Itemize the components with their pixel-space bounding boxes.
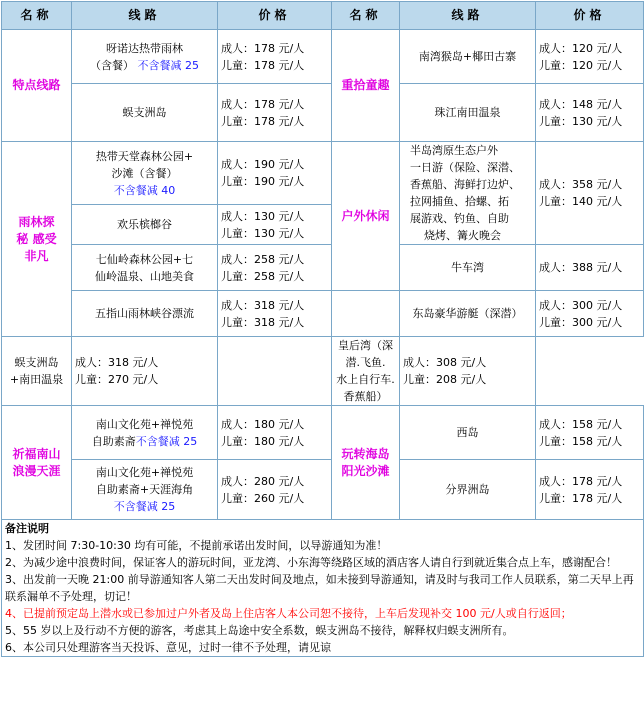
adult-price: 成人：358 元/人 [539, 178, 623, 191]
category-label: 玩转海岛 阳光沙滩 [341, 446, 390, 478]
adult-price: 成人：318 元/人 [221, 298, 305, 312]
route-cell: 东岛豪华游艇（深潜） [400, 291, 536, 337]
child-price: 儿童：178 元/人 [539, 491, 623, 505]
adult-price: 成人：180 元/人 [221, 417, 305, 431]
adult-price: 成人：308 元/人 [403, 356, 487, 369]
header-price-right: 价格 [536, 2, 644, 30]
note-warning-part1: 4、已提前预定岛上潜水或已参加过户外者及岛上住店客人本公司恕不接待， [5, 607, 375, 620]
route-cell [332, 337, 400, 406]
child-price: 儿童：130 元/人 [221, 226, 305, 240]
note-item: 5、55 岁以上及行动不方便的游客，考虑其上岛途中安全系数，蜈支洲岛不接待，解释权归蜈支洲所有。 [5, 624, 514, 637]
route-cell [72, 245, 218, 291]
route-cell [72, 30, 218, 84]
route-line: 七仙岭森林公园+七 [95, 252, 194, 266]
route-line: 半岛湾原生态户外 [410, 144, 498, 157]
route-line: 热带天堂森林公园+ [95, 149, 194, 163]
category-right: 户外休闲 [332, 142, 400, 291]
adult-price: 成人：158 元/人 [539, 417, 623, 431]
child-price: 儿童：158 元/人 [539, 434, 623, 448]
note-item: 2、为减少途中浪费时间，保证客人的游玩时间，亚龙湾、小东海等绕路区域的酒店客人请自行到就近集合点上车，感谢配合！ [5, 556, 617, 569]
route-line: 烧烤、篝火晚会 [424, 229, 501, 242]
category-right: 重拾童趣 [332, 30, 400, 142]
adult-price: 成人：178 元/人 [221, 97, 305, 111]
adult-price: 成人：130 元/人 [221, 209, 305, 223]
route-line: （含餐） [90, 58, 134, 72]
meal-discount-note: 不含餐减 25 [137, 58, 199, 72]
route-line: 南山文化苑+禅悦苑 [95, 466, 194, 479]
child-price: 儿童：140 元/人 [539, 195, 623, 208]
adult-price: 成人：148 元/人 [539, 97, 623, 111]
child-price: 儿童：120 元/人 [539, 58, 623, 72]
route-line: 南山文化苑+禅悦苑 [95, 417, 194, 431]
header-name-left: 名称 [2, 2, 72, 30]
route-cell: 蜈支洲岛 [72, 84, 218, 142]
child-price: 儿童：178 元/人 [221, 114, 305, 128]
table-row [2, 460, 644, 520]
route-cell [72, 406, 218, 460]
route-cell: 南湾猴岛+椰田古寨 [400, 30, 536, 84]
child-price: 儿童：178 元/人 [221, 58, 305, 72]
child-price: 儿童：258 元/人 [221, 269, 305, 283]
price-cell [218, 205, 332, 245]
adult-price: 成人：120 元/人 [539, 41, 623, 55]
category-label: 祈福南山 浪漫天涯 [12, 446, 61, 478]
price-cell [536, 460, 644, 520]
route-cell: 分界洲岛 [400, 460, 536, 520]
route-line: 自助素斋+天涯海角 [95, 483, 194, 496]
route-cell: 西岛 [400, 406, 536, 460]
route-line: 呀诺达热带雨林 [106, 41, 183, 55]
notes-title: 备注说明 [5, 522, 49, 535]
price-cell [536, 406, 644, 460]
route-line: 仙岭温泉、山地美食 [95, 269, 194, 283]
note-warning-part2: 上车后发现补交 100 元/人或自行返回； [375, 607, 572, 620]
route-line: 一日游（保险、深潜、 [410, 161, 520, 174]
route-cell [72, 460, 218, 520]
adult-price: 成人：318 元/人 [75, 356, 159, 369]
header-route-right: 线路 [400, 2, 536, 30]
route-line: 自助素斋 [91, 434, 136, 448]
category-label: 雨林探秘 感受非凡 [16, 214, 57, 263]
price-cell [400, 337, 536, 406]
price-cell [536, 245, 644, 291]
note-item-warning [5, 605, 640, 622]
child-price: 儿童：130 元/人 [539, 114, 623, 128]
table-row [2, 84, 644, 142]
table-row [2, 245, 644, 291]
adult-price: 成人：178 元/人 [539, 474, 623, 488]
category-right [332, 406, 400, 520]
note-item: 3、出发前一天晚 21:00 前导游通知客人第二天出发时间及地点，如未接到导游通知，请及时与我司工作人员联系，第二天早上再联系漏单不予处理，切记！ [5, 573, 634, 603]
child-price: 儿童：318 元/人 [221, 315, 305, 329]
route-cell: 蜈支洲岛+南田温泉 [2, 337, 72, 406]
table-row [2, 406, 644, 460]
table-row [2, 30, 644, 84]
route-line: 拉网捕鱼、拾螺、拓 [410, 195, 509, 208]
header-name-right: 名称 [332, 2, 400, 30]
price-cell [218, 406, 332, 460]
route-cell: 欢乐槟榔谷 [72, 205, 218, 245]
price-cell [536, 84, 644, 142]
price-table [1, 1, 644, 657]
header-price-left: 价格 [218, 2, 332, 30]
notes-row [2, 520, 644, 657]
note-item: 1、发团时间 7:30-10:30 均有可能，不提前承诺出发时间，以导游通知为准！ [5, 539, 388, 552]
adult-price: 成人：300 元/人 [539, 298, 623, 312]
adult-price: 成人：388 元/人 [539, 261, 623, 274]
meal-discount-note: 不含餐减 40 [113, 183, 176, 197]
child-price: 儿童：208 元/人 [403, 373, 487, 386]
route-line: 香蕉船、海鲜打边炉、 [410, 178, 520, 191]
route-line: 沙滩（含餐） [111, 166, 178, 180]
price-cell [72, 337, 218, 406]
route-line: 展游戏、钓鱼、自助 [410, 212, 509, 225]
meal-discount-note: 不含餐减 25 [135, 434, 198, 448]
route-cell: 牛车湾 [400, 245, 536, 291]
price-cell [218, 245, 332, 291]
price-cell [218, 142, 332, 205]
price-cell [218, 291, 332, 337]
child-price: 儿童：300 元/人 [539, 315, 623, 329]
adult-price: 成人：280 元/人 [221, 474, 305, 488]
header-route-left: 线路 [72, 2, 218, 30]
price-cell [536, 30, 644, 84]
price-cell [218, 30, 332, 84]
category-left [2, 142, 72, 337]
child-price: 儿童：260 元/人 [221, 491, 305, 505]
table-row [2, 142, 644, 205]
price-cell [536, 142, 644, 245]
header-row [2, 2, 644, 30]
adult-price: 成人：178 元/人 [221, 41, 305, 55]
category-left: 特点线路 [2, 30, 72, 142]
price-cell [218, 84, 332, 142]
adult-price: 成人：190 元/人 [221, 158, 305, 172]
category-right-spacer [218, 337, 332, 406]
price-cell [536, 291, 644, 337]
route-cell [72, 142, 218, 205]
price-cell [218, 460, 332, 520]
category-left [2, 406, 72, 520]
meal-discount-note: 不含餐减 25 [113, 500, 176, 513]
route-cell [400, 142, 536, 245]
table-row [2, 337, 644, 406]
route-line: 水上自行车.香蕉船） [336, 373, 395, 403]
notes-cell [2, 520, 644, 657]
adult-price: 成人：258 元/人 [221, 252, 305, 266]
route-line: 皇后湾（深潜.飞鱼. [338, 339, 393, 369]
child-price: 儿童：190 元/人 [221, 175, 305, 189]
route-cell: 珠江南田温泉 [400, 84, 536, 142]
route-cell: 五指山雨林峡谷漂流 [72, 291, 218, 337]
note-item: 6、本公司只处理游客当天投诉、意见，过时一律不予处理，请见谅 [5, 641, 331, 654]
child-price: 儿童：180 元/人 [221, 434, 305, 448]
child-price: 儿童：270 元/人 [75, 373, 159, 386]
